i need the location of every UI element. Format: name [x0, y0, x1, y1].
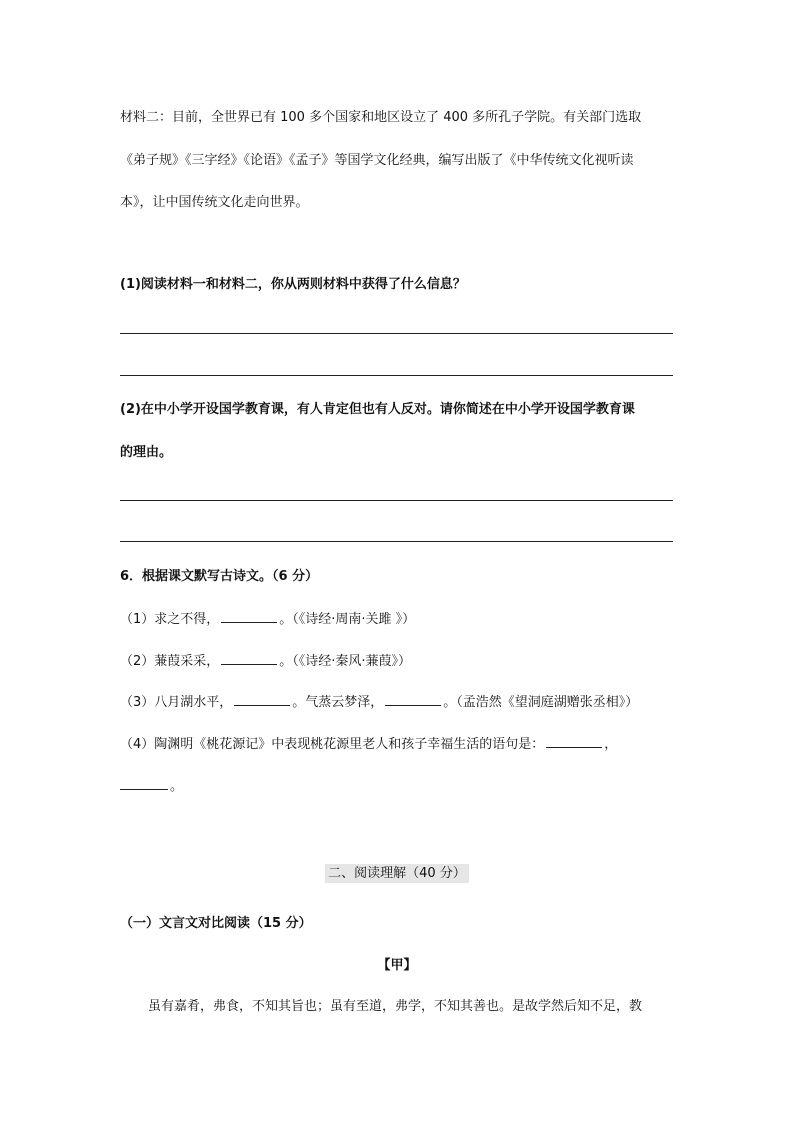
material2-line2: 《弟子规》《三字经》《论语》《孟子》等国学文化经典，编写出版了《中华传统文化视听读 — [120, 153, 634, 168]
q6-item-1-prefix: （1）求之不得， — [120, 612, 220, 627]
passage-jia-label: 【甲】 — [377, 958, 417, 973]
answer-line-1a — [120, 333, 673, 334]
fill-blank — [120, 777, 168, 790]
section-2-heading: 二、阅读理解（40 分） — [325, 864, 469, 883]
q6-item-4-cont — [120, 777, 183, 795]
q6-item-4-part-a: （4）陶渊明《桃花源记》中表现桃花源里老人和孩子幸福生活的语句是： — [120, 737, 545, 752]
passage-jia-line1: 虽有嘉肴，弗食，不知其旨也；虽有至道，弗学，不知其善也。是故学然后知不足，教 — [148, 999, 643, 1014]
fill-blank — [221, 610, 277, 623]
answer-line-2b — [120, 541, 673, 542]
q6-item-2 — [120, 652, 411, 670]
q6-item-1-suffix: 。（《诗经·周南·关雎 》） — [279, 612, 416, 627]
question-1: (1)阅读材料一和材料二，你从两则材料中获得了什么信息？ — [120, 277, 466, 292]
sub-section-1-title: （一）文言文对比阅读（15 分） — [120, 916, 312, 931]
q6-item-1 — [120, 610, 415, 628]
fill-blank — [385, 693, 441, 706]
answer-line-1b — [120, 375, 673, 376]
question-2-line1: (2)在中小学开设国学教育课，有人肯定但也有人反对。请你简述在中小学开设国学教育课 — [120, 402, 635, 417]
material2-line1: 材料二：目前，全世界已有 100 多个国家和地区设立了 400 多所孔子学院。有关部门选取 — [120, 110, 642, 125]
q6-item-3 — [120, 693, 638, 711]
q6-item-4-part-c: 。 — [170, 779, 184, 794]
fill-blank — [546, 735, 602, 748]
fill-blank — [234, 693, 290, 706]
q6-item-3-part-b: 。气蒸云梦泽， — [292, 695, 384, 710]
q6-item-4-part-b: ， — [604, 737, 618, 752]
answer-line-2a — [120, 500, 673, 501]
q6-item-2-prefix: （2）蒹葭采采， — [120, 654, 220, 669]
q6-item-2-suffix: 。（《诗经·秦风·蒹葭》） — [279, 654, 412, 669]
q6-item-4 — [120, 735, 617, 753]
question-2-line2: 的理由。 — [120, 445, 173, 460]
question-6-title: 6．根据课文默写古诗文。（6 分） — [120, 569, 319, 584]
section-2-heading-row — [0, 866, 794, 882]
q6-item-3-part-a: （3）八月湖水平， — [120, 695, 233, 710]
material2-line3: 本》，让中国传统文化走向世界。 — [120, 195, 309, 210]
fill-blank — [221, 652, 277, 665]
q6-item-3-part-c: 。（孟浩然《望洞庭湖赠张丞相》） — [443, 695, 639, 710]
